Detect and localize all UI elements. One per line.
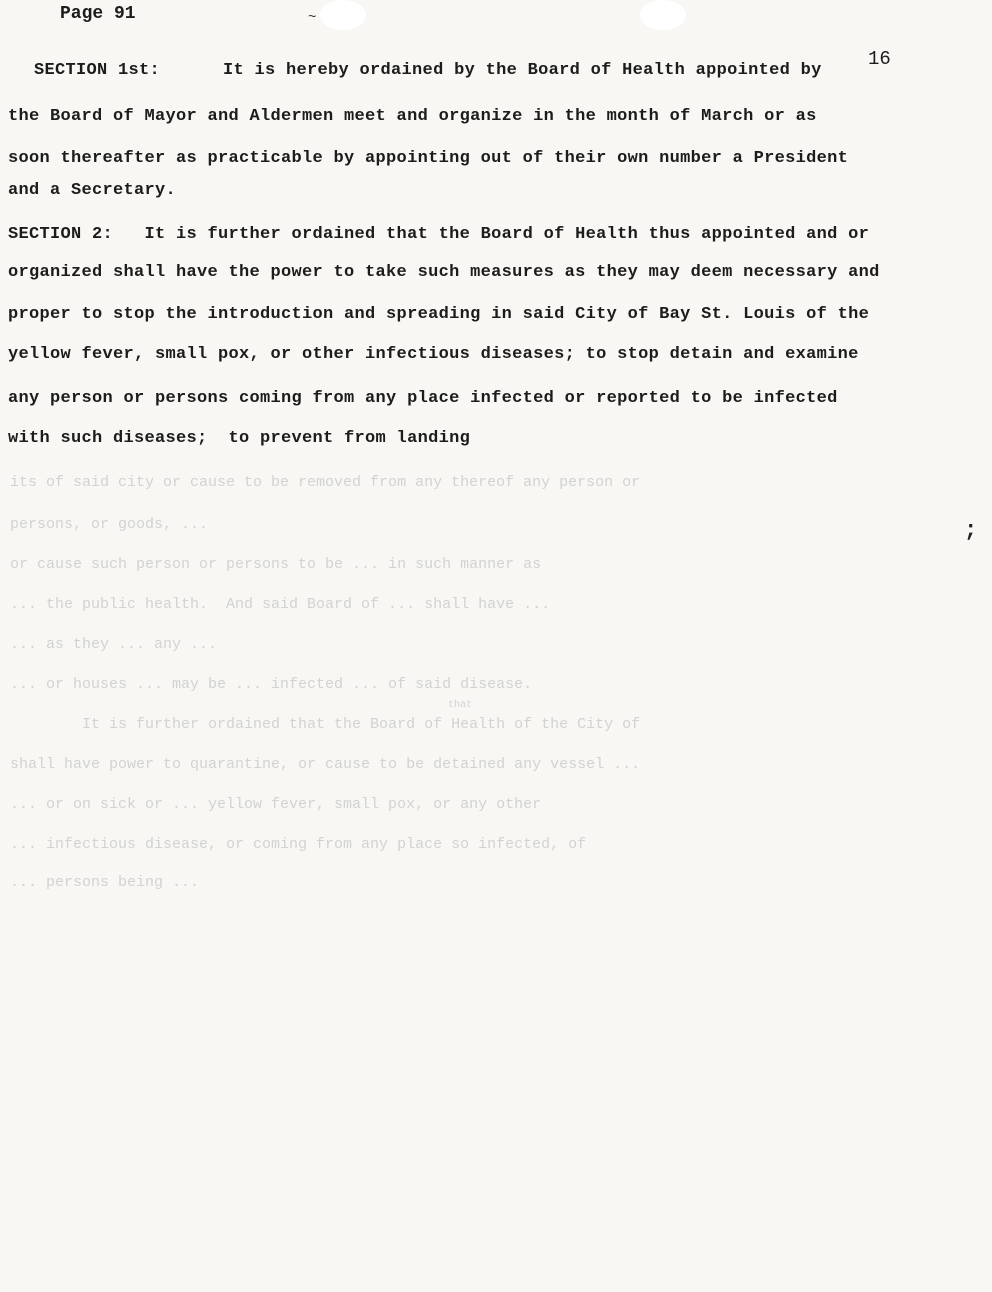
text-line: with such diseases; to prevent from landing xyxy=(8,429,471,448)
faded-text-line: or cause such person or persons to be ... in such manner as xyxy=(10,556,542,573)
hole-punch-mark xyxy=(320,0,366,30)
interlinear-insert: that xyxy=(448,700,473,711)
text-line: organized shall have the power to take such measures as they may deem necessary and xyxy=(8,263,880,282)
page-number: 16 xyxy=(868,48,891,70)
hole-punch-mark xyxy=(640,0,686,30)
text-line: soon thereafter as practicable by appointing out of their own number a President xyxy=(8,149,849,168)
faded-text-line: ... infectious disease, or coming from any place so infected, of xyxy=(10,836,587,853)
faded-text-line: persons, or goods, ... xyxy=(10,516,209,533)
faded-text-line: It is further ordained that the Board of Health of the City of xyxy=(10,716,641,733)
text-line: the Board of Mayor and Aldermen meet and organize in the month of March or as xyxy=(8,107,817,126)
text-line: SECTION 2: It is further ordained that the Board of Health thus appointed and or xyxy=(8,225,870,244)
faded-text-line: ... or houses ... may be ... infected ... of said disease. xyxy=(10,676,533,693)
faded-text-line: ... as they ... any ... xyxy=(10,636,218,653)
faded-text-line: ... or on sick or ... yellow fever, small pox, or any other xyxy=(10,796,542,813)
faded-text-line: ... the public health. And said Board of ... shall have ... xyxy=(10,596,551,613)
faded-text-line: shall have power to quarantine, or cause to be detained any vessel ... xyxy=(10,756,641,773)
text-line: any person or persons coming from any place infected or reported to be infected xyxy=(8,389,838,408)
margin-mark: ; xyxy=(964,518,978,543)
text-line: yellow fever, small pox, or other infectious diseases; to stop detain and examine xyxy=(8,345,859,364)
text-line: and a Secretary. xyxy=(8,181,177,200)
faded-text-line: its of said city or cause to be removed from any thereof any person or xyxy=(10,474,641,491)
faded-text-line: ... persons being ... xyxy=(10,874,200,891)
text-line: SECTION 1st: It is hereby ordained by the Board of Health appointed by xyxy=(34,61,822,80)
stray-mark: ~ xyxy=(308,10,317,26)
page-label: Page 91 xyxy=(60,4,136,24)
text-line: proper to stop the introduction and spreading in said City of Bay St. Louis of the xyxy=(8,305,870,324)
